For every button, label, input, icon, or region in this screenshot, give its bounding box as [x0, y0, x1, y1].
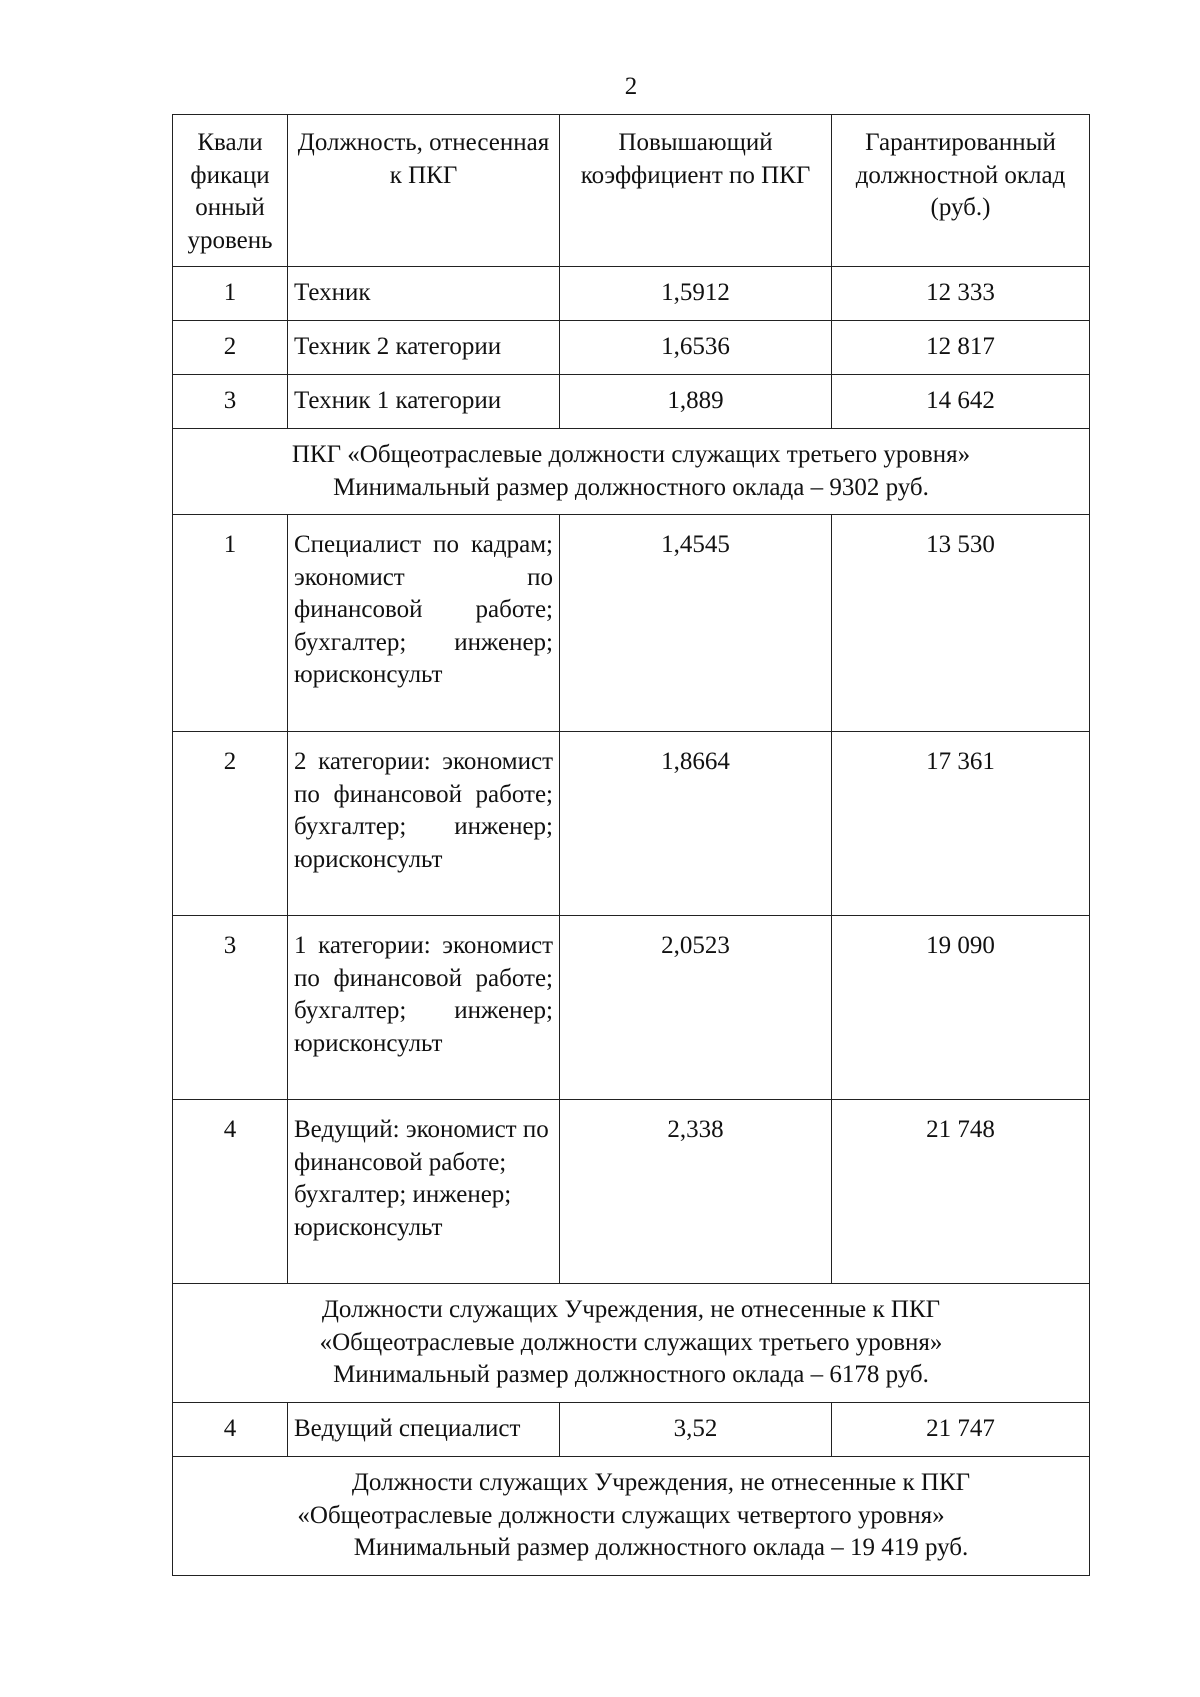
table-row — [173, 375, 1090, 429]
section-header-row — [173, 1457, 1090, 1576]
table-row — [173, 1403, 1090, 1457]
section-min-salary: Минимальный размер должностного оклада – 6178 руб. — [333, 1361, 929, 1389]
cell-coefficient: 2,0523 — [560, 916, 832, 1100]
cell-position: 2 категории: экономист по финансовой работе; бухгалтер; инженер; юрисконсульт — [288, 732, 560, 916]
cell-coefficient: 1,8664 — [560, 732, 832, 916]
section-header-row — [173, 429, 1090, 515]
cell-coefficient: 1,4545 — [560, 515, 832, 732]
cell-coefficient: 1,889 — [560, 375, 832, 429]
cell-salary: 13 530 — [832, 515, 1090, 732]
cell-coefficient: 1,5912 — [560, 267, 832, 321]
cell-position: Техник 1 категории — [288, 375, 560, 429]
cell-level: 1 — [173, 267, 288, 321]
section-header-cell — [173, 1457, 1090, 1576]
cell-position: Ведущий: экономист по финансовой работе; бухгалтер; инженер; юрисконсульт — [288, 1100, 560, 1284]
section-header-row — [173, 1284, 1090, 1403]
section-title: ПКГ «Общеотраслевые должности служащих третьего уровня» — [291, 441, 971, 468]
cell-position: 1 категории: экономист по финансовой работе; бухгалтер; инженер; юрисконсульт — [288, 916, 560, 1100]
salary-table — [172, 114, 1090, 1576]
section-min-salary: Минимальный размер должностного оклада – 9302 руб. — [333, 473, 929, 501]
table-row — [173, 732, 1090, 916]
table-row — [173, 1100, 1090, 1284]
cell-salary: 12 333 — [832, 267, 1090, 321]
cell-level: 4 — [173, 1403, 288, 1457]
table-row — [173, 267, 1090, 321]
section-min-salary: Минимальный размер должностного оклада – 19 419 руб. — [353, 1534, 969, 1562]
cell-position: Ведущий специалист — [288, 1403, 560, 1457]
table-row — [173, 916, 1090, 1100]
header-position: Должность, отнесенная к ПКГ — [288, 115, 560, 267]
cell-salary: 14 642 — [832, 375, 1090, 429]
section-header-cell — [173, 1284, 1090, 1403]
section-title: Должности служащих Учреждения, не отнесенные к ПКГ — [321, 1296, 941, 1324]
cell-coefficient: 1,6536 — [560, 321, 832, 375]
table-row — [173, 515, 1090, 732]
cell-position: Техник 2 категории — [288, 321, 560, 375]
page-number: 2 — [624, 73, 638, 100]
cell-salary: 21 748 — [832, 1100, 1090, 1284]
section-subtitle: «Общеотраслевые должности служащих четвертого уровня» — [297, 1501, 945, 1529]
cell-salary: 19 090 — [832, 916, 1090, 1100]
section-title: Должности служащих Учреждения, не отнесенные к ПКГ — [351, 1469, 971, 1497]
cell-level: 2 — [173, 732, 288, 916]
table-row — [173, 321, 1090, 375]
cell-coefficient: 2,338 — [560, 1100, 832, 1284]
section-subtitle: «Общеотраслевые должности служащих третьего уровня» — [319, 1328, 943, 1356]
cell-coefficient: 3,52 — [560, 1403, 832, 1457]
table-header-row — [173, 115, 1090, 267]
cell-salary: 17 361 — [832, 732, 1090, 916]
cell-salary: 21 747 — [832, 1403, 1090, 1457]
header-coefficient: Повышающий коэффициент по ПКГ — [560, 115, 832, 267]
cell-level: 3 — [173, 375, 288, 429]
cell-salary: 12 817 — [832, 321, 1090, 375]
cell-position: Техник — [288, 267, 560, 321]
section-header-cell — [173, 429, 1090, 515]
header-salary: Гарантированный должностной оклад (руб.) — [832, 115, 1090, 267]
cell-level: 1 — [173, 515, 288, 732]
cell-level: 2 — [173, 321, 288, 375]
cell-level: 3 — [173, 916, 288, 1100]
header-level: Квали фикаци онный уровень — [173, 115, 288, 267]
cell-position: Специалист по кадрам; экономист по финансовой работе; бухгалтер; инженер; юрисконсульт — [288, 515, 560, 732]
cell-level: 4 — [173, 1100, 288, 1284]
